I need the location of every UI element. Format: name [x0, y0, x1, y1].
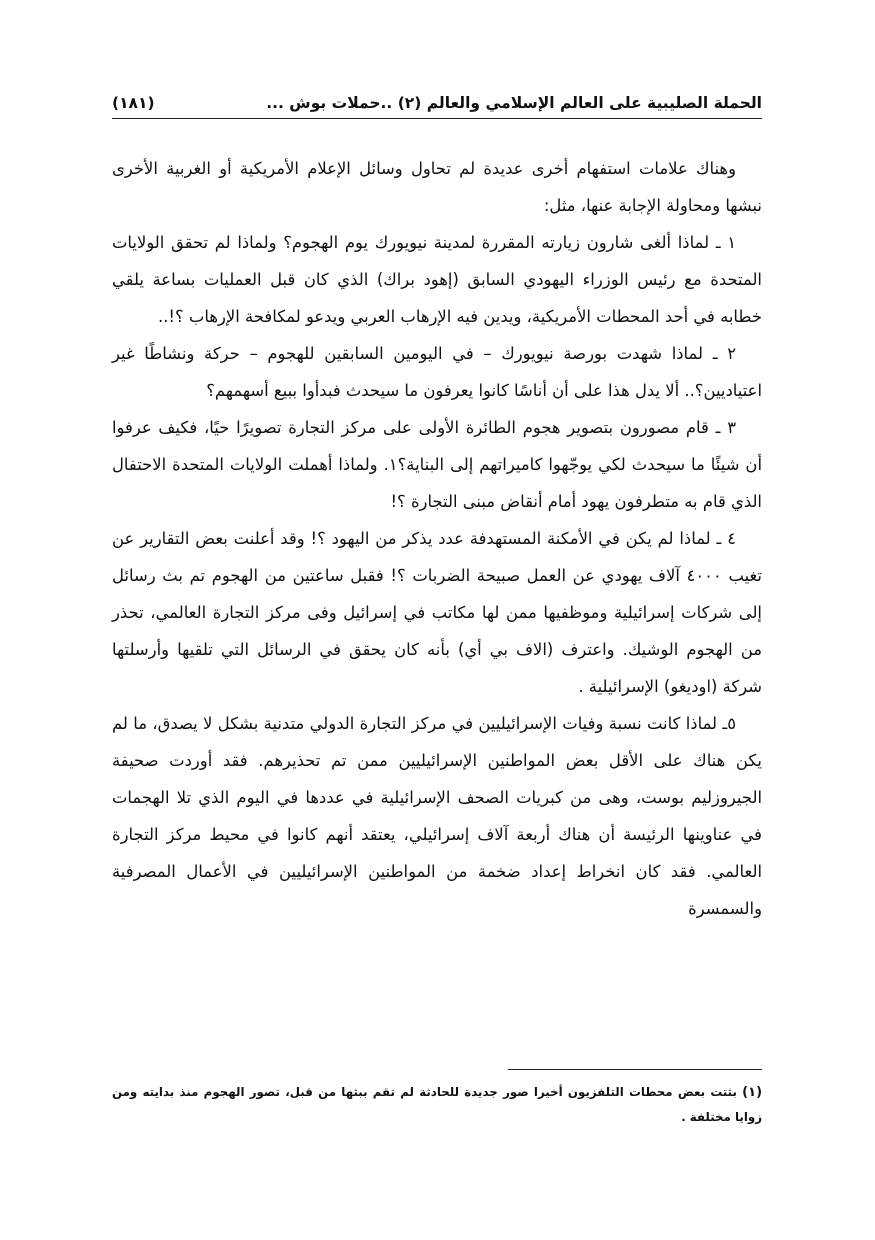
header-title: الحملة الصليبية على العالم الإسلامي والعالم (٢) ..حملات بوش ...: [266, 94, 762, 112]
paragraph-question-4: ٤ ـ لماذا لم يكن في الأمكنة المستهدفة عدد يذكر من اليهود ؟! وقد أعلنت بعض التقارير عن تغيب ٤٠٠٠ آلاف يهودي عن العمل صبيحة الضربات ؟! فقبل ساعتين من الهجوم تم بث رسائل إلى شركات إسرائيلية وموظفيها ممن لها مكاتب في إسرائيل وفى مركز التجارة العالمي، تحذر من الهجوم الوشيك. واعترف (الاف بي أي) بأنه كان يحقق في الرسائل التي تلقيها وأرسلتها شركة (اوديغو) الإسرائيلية .: [112, 529, 762, 696]
footnote: [112, 1080, 762, 1129]
page-number: (١٨١): [112, 94, 155, 112]
running-header: [112, 88, 762, 119]
footnote-separator: [508, 1069, 762, 1070]
paragraph-question-5: ٥ـ لماذا كانت نسبة وفيات الإسرائيليين في مركز التجارة الدولي متدنية بشكل لا يصدق، ما لم يكن هناك على الأقل بعض المواطنين الإسرائيليين ممن تم تحذيرهم. فقد أوردت صحيفة الجيروزليم بوست، وهى من كبريات الصحف الإسرائيلية في عددها في اليوم الذي تلا الهجمات في عناوينها الرئيسة أن هناك أربعة آلاف إسرائيلي، يعتقد أنهم كانوا في محيط مركز التجارة العالمي. فقد كان انخراط إعداد ضخمة من المواطنين الإسرائيليين في الأعمال المصرفية والسمسرة: [112, 714, 762, 918]
footnote-marker: (١): [742, 1085, 763, 1100]
paragraph-question-1: ١ ـ لماذا ألغى شارون زيارته المقررة لمدينة نيويورك يوم الهجوم؟ ولماذا لم تحقق الولايات المتحدة مع رئيس الوزراء اليهودي السابق (إهود براك) الذي كان قبل العمليات بساعة يلقي خطابه في أحد المحطات الأمريكية، ويدين فيه الإرهاب العربي ويدعو لمكافحة الإرهاب ؟!..: [112, 233, 762, 326]
body-text: [112, 150, 762, 927]
paragraph-question-2: ٢ ـ لماذا شهدت بورصة نيويورك – في اليومين السابقين للهجوم – حركة ونشاطًا غير اعتياديين؟.. ألا يدل هذا على أن أناسًا كانوا يعرفون ما سيحدث فبدأوا ببيع أسهمهم؟: [112, 344, 762, 400]
paragraph-question-3: ٣ ـ قام مصورون بتصوير هجوم الطائرة الأولى على مركز التجارة تصويرًا حيًا، فكيف عرفوا أن شيئًا ما سيحدث لكي يوجّهوا كاميراتهم إلى البناية؟١. ولماذا أهملت الولايات المتحدة الاحتفال الذي قام به متطرفون يهود أمام أنقاض مبنى التجارة ؟!: [112, 418, 762, 511]
footnote-text: بثتت بعض محطات التلفزيون أخيرا صور جديدة للحادثة لم تقم ببثها من قبل، تصور الهجوم منذ بدايته ومن زوايا مختلفة .: [112, 1085, 762, 1124]
paragraph-intro: وهناك علامات استفهام أخرى عديدة لم تحاول وسائل الإعلام الأمريكية أو الغربية الأخرى نبشها ومحاولة الإجابة عنها، مثل:: [112, 159, 762, 215]
